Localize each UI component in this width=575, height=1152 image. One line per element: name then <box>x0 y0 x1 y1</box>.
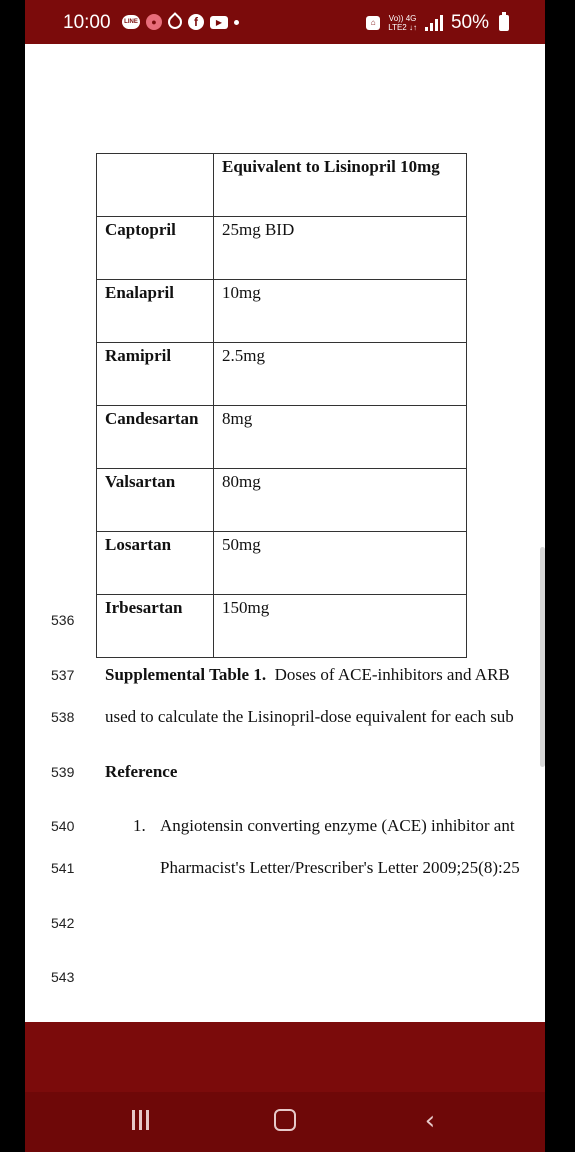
caption-body: Doses of ACE-inhibitors and ARB <box>274 665 510 684</box>
line-number: 537 <box>51 667 75 683</box>
reference-marker: 1. <box>133 816 146 835</box>
signal-bars-icon <box>425 15 443 31</box>
dose-cell: 10mg <box>214 280 467 343</box>
home-icon[interactable] <box>265 1106 305 1136</box>
drug-name-cell: Valsartan <box>97 469 214 532</box>
table-header-row <box>97 154 467 217</box>
table-row <box>97 217 467 280</box>
drop-icon <box>165 12 185 32</box>
battery-percent: 50% <box>450 12 489 33</box>
reference-text: Pharmacist's Letter/Prescriber's Letter 2009;25(8):25 <box>160 858 520 877</box>
drug-name-cell: Captopril <box>97 217 214 280</box>
bottom-toolbar <box>25 1022 545 1092</box>
reference-heading: Reference <box>105 762 178 781</box>
caption-label: Supplemental Table 1. <box>105 665 267 684</box>
caption-text <box>105 665 510 685</box>
pig-icon: ● <box>146 14 162 30</box>
reference-text: Angiotensin converting enzyme (ACE) inhibitor ant <box>160 816 515 835</box>
line-number: 536 <box>51 612 75 628</box>
facebook-icon: f <box>188 14 204 30</box>
youtube-icon: ▶ <box>210 16 228 29</box>
line-number: 538 <box>51 709 75 725</box>
scrollbar-thumb[interactable] <box>540 547 545 767</box>
dose-cell: 150mg <box>214 595 467 658</box>
battery-icon <box>499 15 509 31</box>
table-row <box>97 595 467 658</box>
drug-name-cell: Ramipril <box>97 343 214 406</box>
drug-name-cell: Losartan <box>97 532 214 595</box>
navigation-bar <box>25 1092 545 1152</box>
dot-icon <box>234 20 239 25</box>
line-number: 540 <box>51 818 75 834</box>
phone-screen <box>25 0 545 1152</box>
drug-name-cell: Enalapril <box>97 280 214 343</box>
table-row <box>97 469 467 532</box>
table-header-cell: Equivalent to Lisinopril 10mg <box>214 154 467 217</box>
line-number: 539 <box>51 764 75 780</box>
line-icon: LINE <box>122 15 140 29</box>
notification-icons <box>122 14 239 30</box>
status-bar <box>25 0 545 44</box>
back-icon[interactable]: ‹ <box>424 1106 436 1136</box>
network-top: Vo)) 4G <box>388 14 417 23</box>
network-indicator <box>388 14 417 32</box>
system-icons <box>366 12 509 34</box>
caption-continuation: used to calculate the Lisinopril-dose equivalent for each sub <box>105 707 514 726</box>
line-number: 541 <box>51 860 75 876</box>
recent-apps-icon[interactable] <box>120 1106 160 1136</box>
drug-name-cell: Candesartan <box>97 406 214 469</box>
line-number: 543 <box>51 969 75 985</box>
dose-cell: 50mg <box>214 532 467 595</box>
lock-icon: ⌂ <box>366 16 380 30</box>
dose-cell: 80mg <box>214 469 467 532</box>
dose-table <box>96 153 467 658</box>
table-row <box>97 406 467 469</box>
table-row <box>97 343 467 406</box>
dose-cell: 8mg <box>214 406 467 469</box>
network-bottom: LTE2 ↓↑ <box>388 23 417 32</box>
table-header-cell <box>97 154 214 217</box>
table-row <box>97 280 467 343</box>
document-page[interactable] <box>25 44 545 1022</box>
status-time: 10:00 <box>63 12 111 33</box>
dose-cell: 25mg BID <box>214 217 467 280</box>
drug-name-cell: Irbesartan <box>97 595 214 658</box>
dose-cell: 2.5mg <box>214 343 467 406</box>
table-row <box>97 532 467 595</box>
line-number: 542 <box>51 915 75 931</box>
